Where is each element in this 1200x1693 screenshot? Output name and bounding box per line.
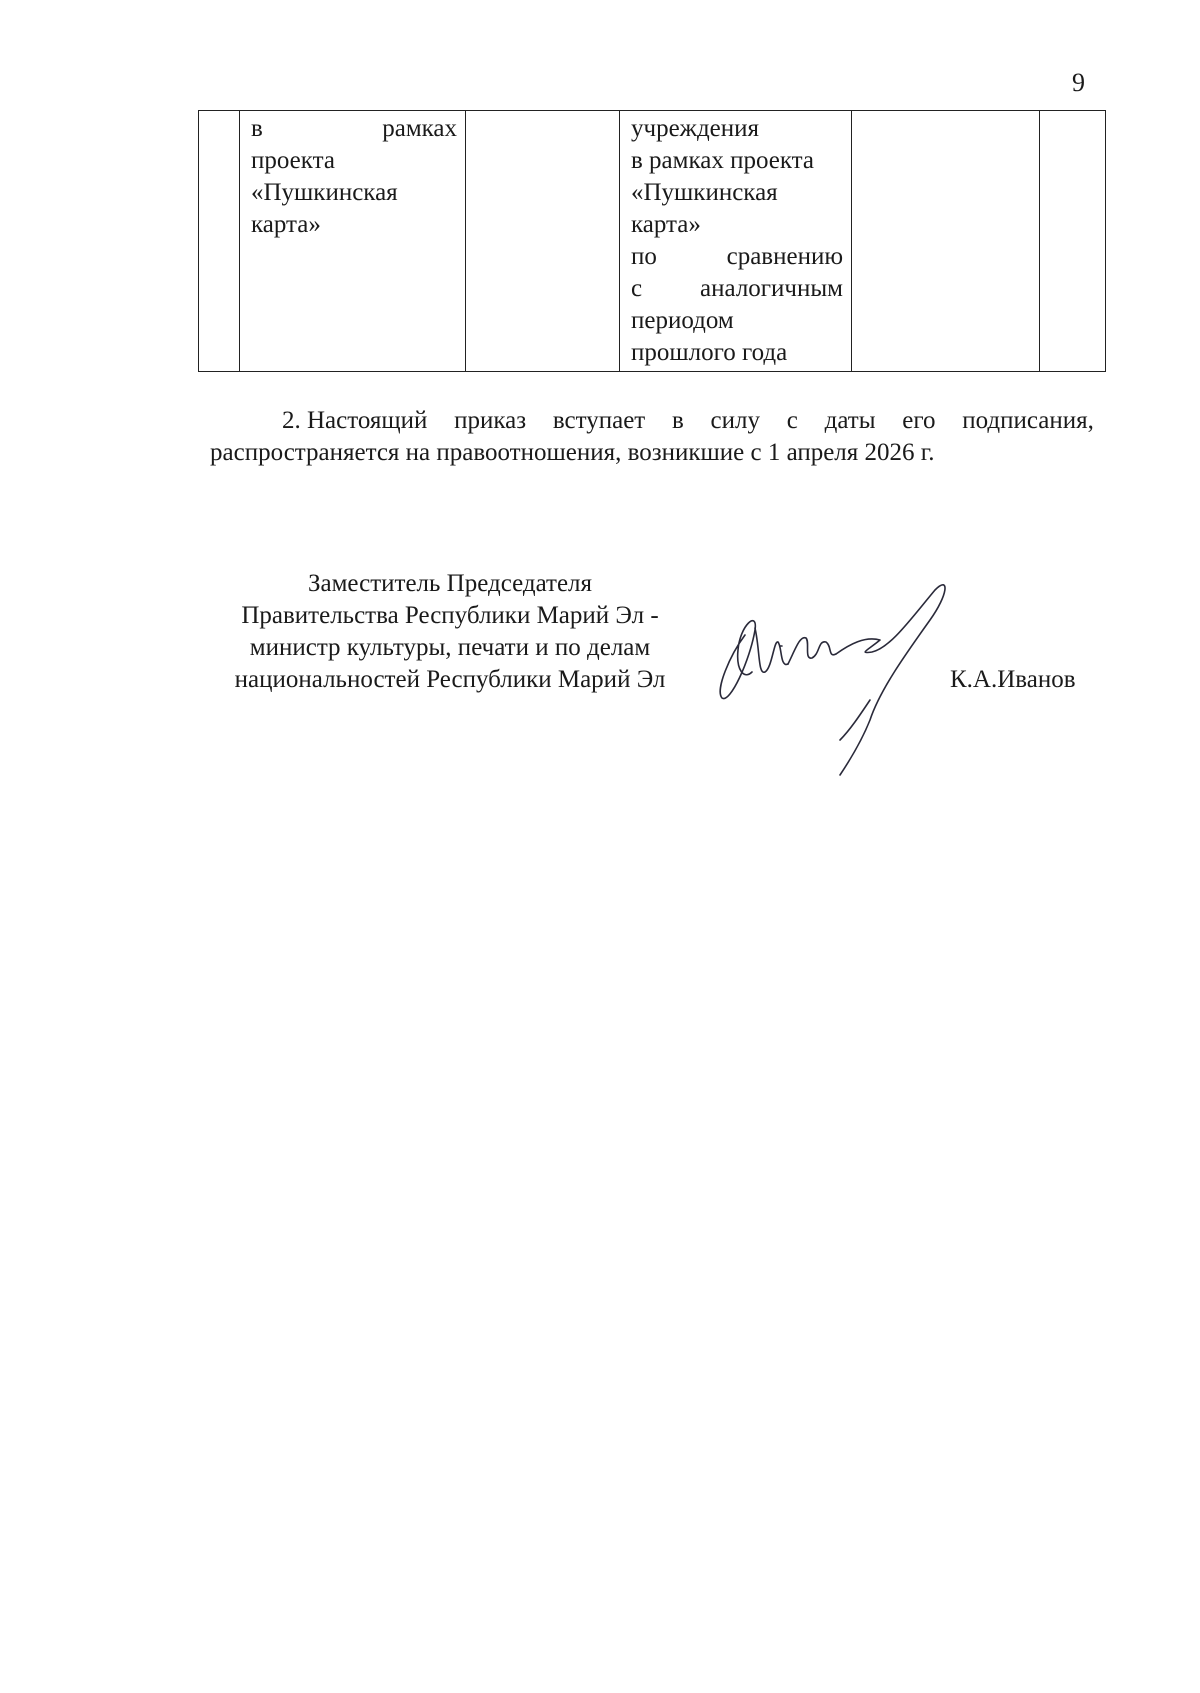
- paragraph-word: силу: [710, 407, 760, 434]
- table-cell-indicator-name: [251, 113, 457, 241]
- table-cell-word: рамках: [382, 115, 457, 142]
- table-cell-word: по: [631, 243, 657, 270]
- table-cell-line: «Пушкинская: [631, 179, 778, 206]
- signatory-title-line: национальностей Республики Марий Эл: [234, 666, 666, 693]
- table-cell-line: учреждения: [631, 115, 760, 142]
- table-cell-line: [631, 273, 843, 305]
- table-cell-word: аналогичным: [700, 275, 843, 302]
- signatory-title-line: Правительства Республики Марий Эл -: [241, 602, 659, 629]
- signatory-title-line: Заместитель Председателя: [307, 570, 593, 597]
- table-cell-indicator-description: [631, 113, 843, 369]
- order-paragraph-2: [210, 405, 1094, 469]
- paragraph-word: вступает: [552, 407, 646, 434]
- table-cell-line: в рамках проекта: [631, 147, 815, 174]
- paragraph-word: даты: [824, 407, 876, 434]
- table-column-divider: [851, 111, 852, 371]
- table-cell-line: [251, 113, 457, 145]
- table-column-divider: [1039, 111, 1040, 371]
- paragraph-word: его: [902, 407, 936, 434]
- page-number: 9: [1072, 68, 1085, 97]
- signatory-title: [205, 568, 695, 696]
- table-cell-line: карта»: [631, 211, 701, 238]
- table-cell-line: [631, 241, 843, 273]
- table-column-divider: [465, 111, 466, 371]
- table-cell-line: проекта: [251, 147, 335, 174]
- paragraph-word: в: [671, 407, 684, 434]
- table-continuation: [198, 110, 1106, 372]
- table-cell-line: прошлого года: [631, 339, 788, 366]
- table-cell-line: карта»: [251, 211, 321, 238]
- table-cell-word: с: [631, 275, 643, 302]
- table-column-divider: [619, 111, 620, 371]
- table-cell-word: в: [251, 115, 263, 142]
- table-cell-line: «Пушкинская: [251, 179, 398, 206]
- paragraph-word: подписания,: [962, 407, 1094, 434]
- table-column-divider: [239, 111, 240, 371]
- paragraph-word: приказ: [454, 407, 527, 434]
- signatory-name: К.А.Иванов: [950, 666, 1076, 693]
- signatory-title-line: министр культуры, печати и по делам: [249, 634, 651, 661]
- table-cell-word: сравнению: [726, 243, 843, 270]
- table-cell-line: периодом: [631, 307, 734, 334]
- paragraph-word: с: [786, 407, 798, 434]
- paragraph-line: распространяется на правоотношения, возникшие с 1 апреля 2026 г.: [210, 439, 935, 466]
- paragraph-line: [210, 405, 1094, 437]
- paragraph-word: 2. Настоящий: [282, 407, 428, 434]
